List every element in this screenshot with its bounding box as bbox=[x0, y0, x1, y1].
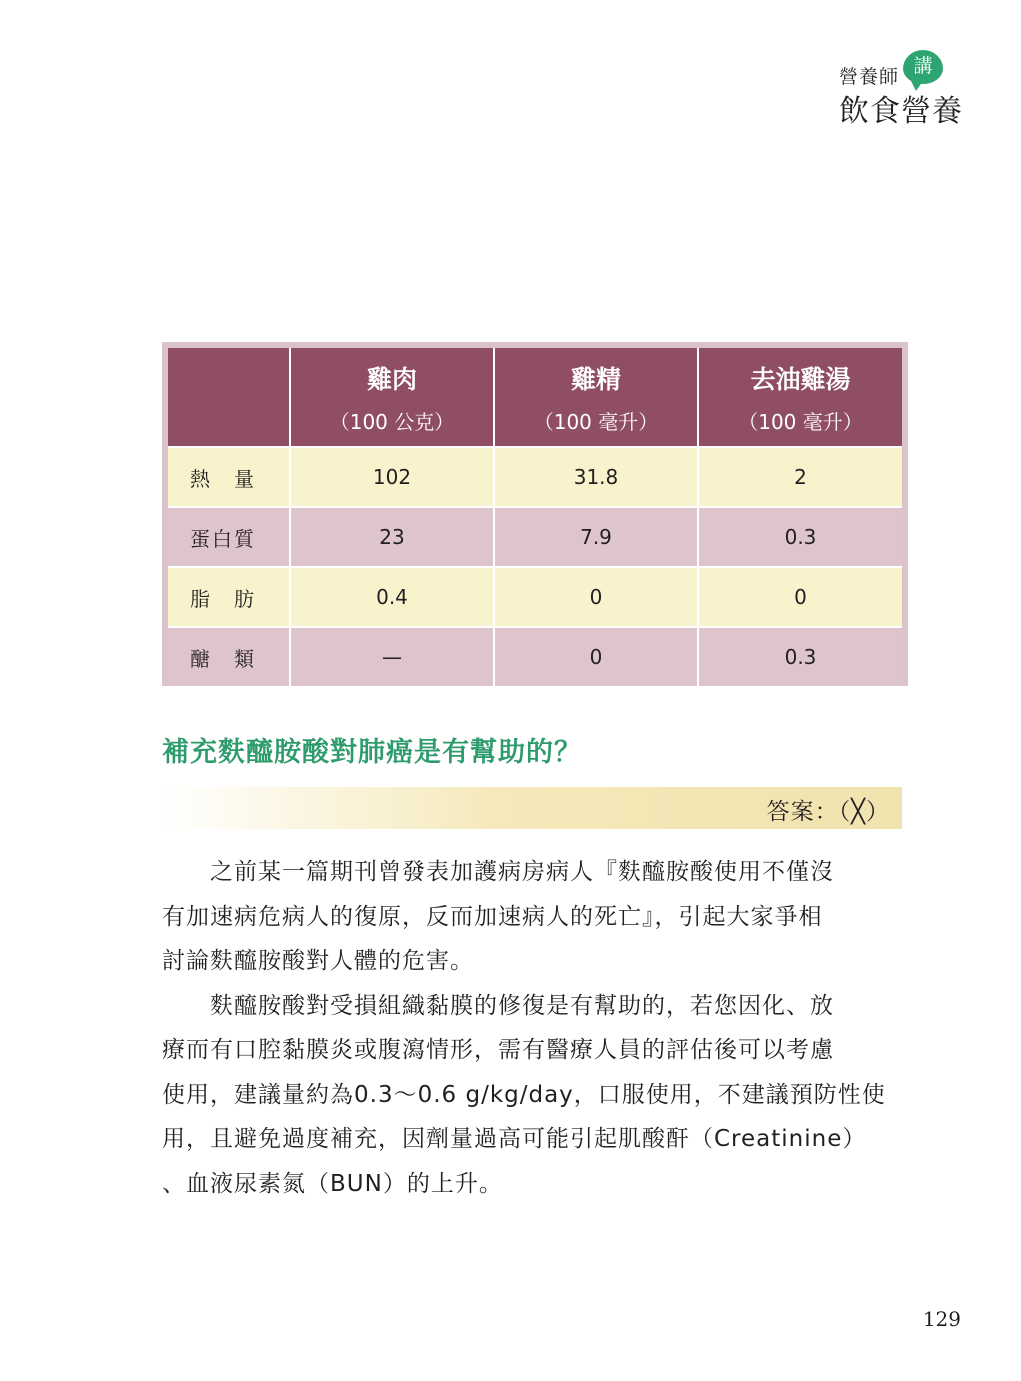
text-line: 使用，建議量約為0.3～0.6 g/kg/day，口服使用，不建議預防性使 bbox=[162, 1081, 886, 1108]
column-unit: （100 毫升） bbox=[738, 409, 863, 434]
nutrition-table bbox=[168, 348, 902, 686]
text-line: 有加速病危病人的復原，反而加速病人的死亡』，引起大家爭相 bbox=[162, 903, 823, 930]
series-title-small: 營養師 bbox=[838, 66, 899, 88]
table-cell: 0.3 bbox=[698, 507, 902, 567]
column-header bbox=[698, 348, 902, 447]
text-line: 療而有口腔黏膜炎或腹瀉情形，需有醫療人員的評估後可以考慮 bbox=[162, 1037, 834, 1063]
column-name: 去油雞湯 bbox=[750, 364, 851, 394]
text-line: 麩醯胺酸對受損組織黏膜的修復是有幫助的，若您因化、放 bbox=[162, 992, 834, 1019]
answer-text: 答案：（╳） bbox=[766, 799, 890, 825]
row-label: 蛋白質 bbox=[168, 507, 290, 567]
table-cell: 0.3 bbox=[698, 627, 902, 686]
text-line: 之前某一篇期刊曾發表加護病房病人『麩醯胺酸使用不僅沒 bbox=[162, 859, 834, 885]
series-title-main: 飲食營養 bbox=[839, 94, 963, 129]
text-line: 、血液尿素氮（BUN）的上升。 bbox=[162, 1170, 503, 1197]
column-header bbox=[290, 348, 494, 447]
text-line: 討論麩醯胺酸對人體的危害。 bbox=[162, 948, 474, 974]
running-header bbox=[783, 50, 963, 130]
speech-bubble-icon: 講 bbox=[903, 50, 943, 84]
table-cell: 23 bbox=[290, 507, 494, 567]
column-name: 雞精 bbox=[570, 364, 621, 394]
column-unit: （100 公克） bbox=[329, 409, 455, 434]
question-heading: 補充麩醯胺酸對肺癌是有幫助的？ bbox=[162, 737, 582, 768]
table-cell: 2 bbox=[698, 447, 902, 507]
table-row bbox=[168, 507, 902, 567]
table-cell: 0 bbox=[494, 627, 698, 686]
answer-bar bbox=[162, 787, 902, 829]
table-header-row bbox=[168, 348, 902, 447]
table-cell: 0.4 bbox=[290, 567, 494, 627]
nutrition-table-frame bbox=[162, 342, 908, 686]
row-label: 熱 量 bbox=[168, 447, 290, 507]
row-label: 醣 類 bbox=[168, 627, 290, 686]
row-label: 脂 肪 bbox=[168, 567, 290, 627]
table-cell: 31.8 bbox=[494, 447, 698, 507]
table-cell: — bbox=[290, 627, 494, 686]
paragraph bbox=[162, 850, 902, 984]
paragraph bbox=[162, 984, 902, 1207]
table-cell: 7.9 bbox=[494, 507, 698, 567]
column-name: 雞肉 bbox=[366, 364, 417, 394]
table-row bbox=[168, 567, 902, 627]
page-number: 129 bbox=[922, 1307, 961, 1331]
body-text bbox=[162, 850, 902, 1206]
table-cell: 0 bbox=[698, 567, 902, 627]
table-row bbox=[168, 447, 902, 507]
text-line: 用，且避免過度補充，因劑量過高可能引起肌酸酐（Creatinine） bbox=[162, 1126, 867, 1152]
corner-cell bbox=[168, 348, 290, 447]
table-row bbox=[168, 627, 902, 686]
table-cell: 102 bbox=[290, 447, 494, 507]
column-unit: （100 毫升） bbox=[533, 409, 659, 434]
column-header bbox=[494, 348, 698, 447]
table-cell: 0 bbox=[494, 567, 698, 627]
